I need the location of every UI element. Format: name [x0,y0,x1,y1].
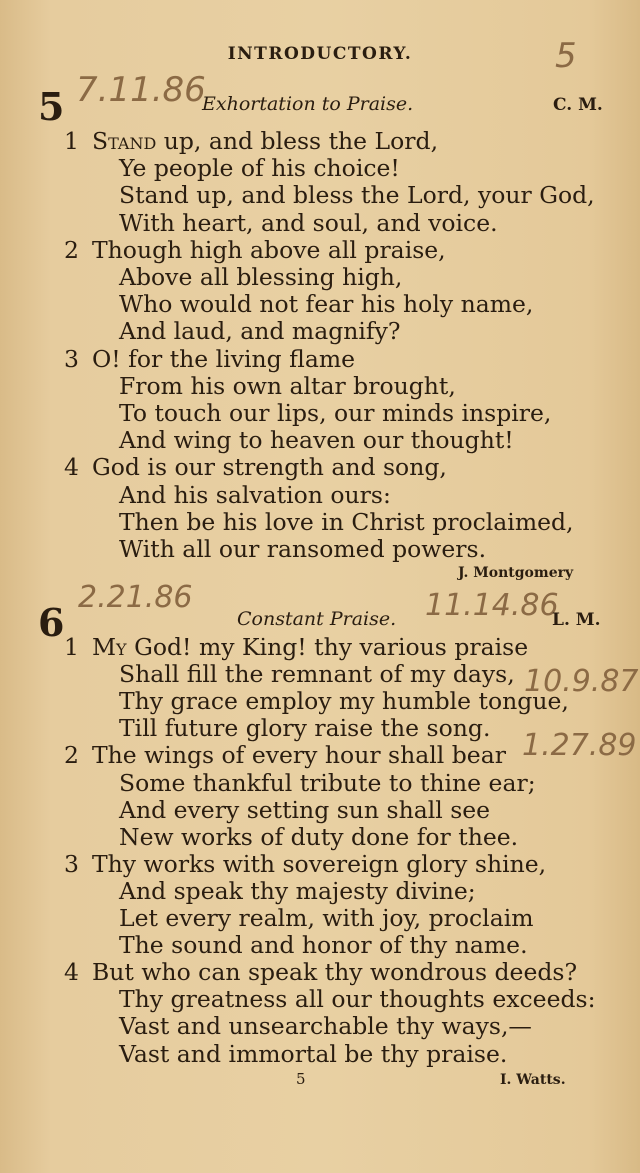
verse-line: O! for the living flame [92,344,356,373]
verse-line [92,127,438,155]
verse-line: And wing to heaven our thought! [119,426,514,455]
verse-line: Stand up, and bless the Lord, your God, [119,181,595,210]
hymn-5-title: Exhortation to Praise. [202,93,414,115]
verse-line: And his salvation ours: [119,480,391,509]
verse-line: Thy greatness all our thoughts exceeds: [119,985,596,1014]
hymn-6-meter: L. M. [552,610,601,630]
verse-line: New works of duty done for thee. [119,822,519,851]
verse-line: God is our strength and song, [92,453,447,482]
verse-first-word: Stand [92,127,157,155]
hymn-6-title: Constant Praise. [237,608,397,630]
verse-line: Some thankful tribute to thine ear; [119,768,536,797]
page-number: 5 [296,1070,306,1088]
verse-line: Then be his love in Christ proclaimed, [119,507,574,536]
verse-line: Thy works with sovereign glory shine, [92,849,547,878]
verse-line: The wings of every hour shall bear [92,741,506,770]
verse-line-rest: God! my King! thy various praise [126,633,529,661]
verse-line: With heart, and soul, and voice. [119,208,498,237]
stanza-number: 1 [64,127,79,155]
verse-line: Thy grace employ my humble tongue, [119,687,569,716]
verse-line: Above all blessing high, [119,263,403,291]
stanza-number: 1 [64,633,79,661]
stanza-number: 3 [64,344,79,373]
margin-note-1: 10.9.87 [524,664,639,699]
stanza-number: 2 [64,235,79,264]
verse-line: Shall fill the remnant of my days, [119,660,515,689]
verse-line: Who would not fear his holy name, [119,290,534,319]
hymn-6-author: I. Watts. [500,1072,566,1088]
verse-line [92,633,528,661]
stanza-number: 4 [64,453,79,482]
verse-line: The sound and honor of thy name. [119,931,528,960]
verse-first-word: My [92,633,127,661]
verse-line: Vast and immortal be thy praise. [119,1039,508,1068]
verse-line: Let every realm, with joy, proclaim [119,904,534,932]
verse-line: But who can speak thy wondrous deeds? [92,958,578,987]
hymn-5-handwritten-date: 7.11.86 [76,70,206,110]
verse-line: Ye people of his choice! [119,154,400,183]
verse-line: To touch our lips, our minds inspire, [119,399,552,427]
verse-line-rest: up, and bless the Lord, [156,127,439,155]
verse-line: From his own altar brought, [119,371,456,400]
hymn-6-handwritten-date-right: 11.14.86 [425,588,559,623]
hymn-5-meter: C. M. [553,95,603,115]
verse-line: With all our ransomed powers. [119,535,487,563]
handwritten-corner-mark: 5 [555,36,577,76]
stanza-number: 3 [64,849,79,878]
hymn-5-author: J. Montgomery [458,565,574,581]
verse-line: Till future glory raise the song. [119,714,491,743]
margin-note-2: 1.27.89 [522,728,637,763]
running-header: INTRODUCTORY. [227,44,413,64]
verse-line: And speak thy majesty divine; [119,876,476,905]
verse-line: And laud, and magnify? [119,317,401,346]
hymn-6-handwritten-date-left: 2.21.86 [78,580,193,615]
verse-line: Vast and unsearchable thy ways,— [119,1012,532,1041]
hymn-5-number: 5 [38,84,65,129]
verse-line: And every setting sun shall see [119,795,491,824]
stanza-number: 2 [64,741,79,770]
verse-line: Though high above all praise, [92,235,446,264]
stanza-number: 4 [64,958,79,987]
hymn-6-number: 6 [38,600,65,645]
